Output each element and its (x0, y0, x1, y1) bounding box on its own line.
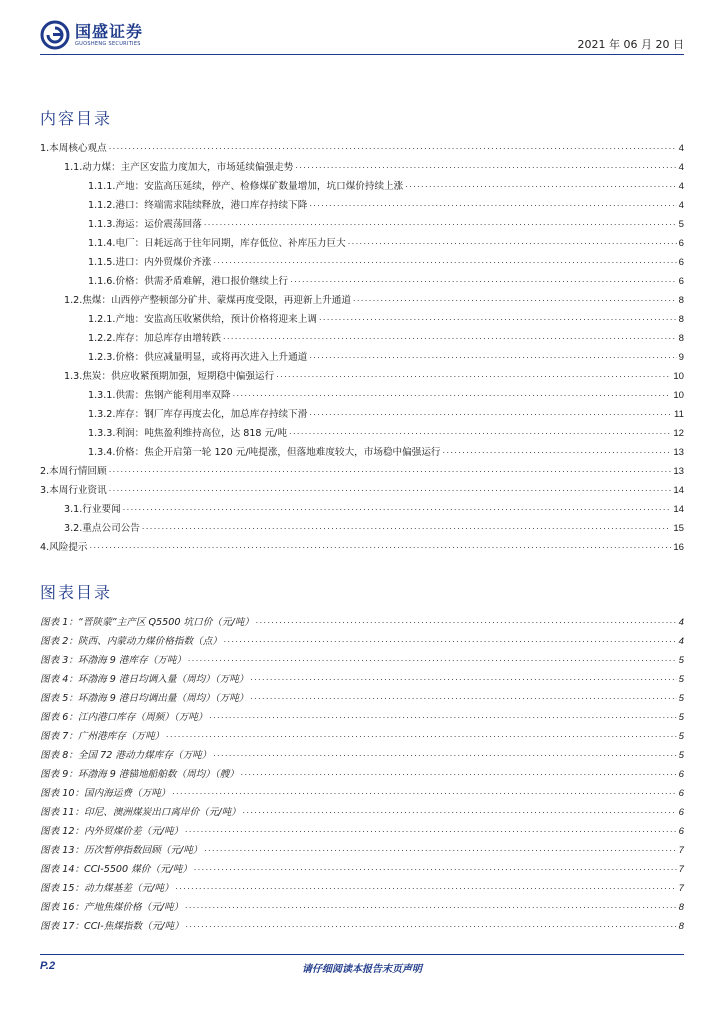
entry-label: 1.3.1.供需：焦钢产能利用率双降 (88, 390, 231, 401)
header-divider (40, 54, 684, 55)
logo-chinese-name: 国盛证券 (75, 21, 144, 41)
entry-page-number: 5 (678, 693, 684, 704)
entry-label: 图表 11：印尼、澳洲煤炭出口离岸价（元/吨） (40, 807, 241, 818)
dot-leader (213, 744, 676, 763)
dot-leader (194, 858, 677, 877)
dot-leader (204, 213, 677, 232)
entry-page-number: 4 (678, 200, 684, 211)
dot-leader (405, 175, 676, 194)
entry-page-number: 6 (678, 807, 684, 818)
entry-label: 图表 15：动力煤基差（元/吨） (40, 883, 174, 894)
dot-leader (188, 649, 677, 668)
entry-page-number: 8 (678, 295, 684, 306)
dot-leader (241, 763, 677, 782)
dot-leader (353, 289, 677, 308)
entry-label: 2.本周行情回顾 (40, 466, 107, 477)
entry-label: 图表 7：广州港库存（万吨） (40, 731, 165, 742)
page-number: P.2 (40, 960, 56, 972)
entry-label: 1.1.3.海运：运价震荡回落 (88, 219, 202, 230)
dot-leader (443, 441, 672, 460)
dot-leader (109, 479, 672, 498)
entry-page-number: 15 (673, 523, 684, 534)
dot-leader (256, 611, 677, 630)
contents-title: 内容目录 (40, 109, 113, 128)
report-date: 2021 年 06 月 20 日 (577, 38, 684, 51)
entry-page-number: 5 (678, 655, 684, 666)
dot-leader (250, 668, 676, 687)
entry-page-number: 10 (673, 371, 684, 382)
entry-label: 图表 13：历次暂停指数回顾（元/吨） (40, 845, 203, 856)
dot-leader (309, 346, 676, 365)
entry-label: 1.3.4.价格：焦企开启第一轮 120 元/吨提涨，但落地难度较大，市场稳中偏强运行 (88, 447, 441, 458)
entry-page-number: 8 (678, 921, 684, 932)
page-footer (40, 960, 684, 976)
dot-leader (142, 517, 671, 536)
dot-leader (276, 365, 671, 384)
entry-label: 1.本周核心观点 (40, 143, 107, 154)
company-logo (40, 20, 143, 50)
entry-page-number: 6 (678, 788, 684, 799)
entry-label: 图表 14：CCI-5500 煤价（元/吨） (40, 864, 192, 875)
entry-label: 图表 5：环渤海 9 港日均调出量（周均）（万吨） (40, 693, 249, 704)
entry-page-number: 10 (673, 390, 684, 401)
entry-page-number: 6 (678, 276, 684, 287)
dot-leader (213, 251, 676, 270)
entry-page-number: 8 (678, 902, 684, 913)
entry-label: 1.1.6.价格：供需矛盾难解，港口报价继续上行 (88, 276, 289, 287)
disclaimer: 请仔细阅读本报告末页声明 (302, 964, 422, 975)
footer-divider (40, 954, 684, 955)
dot-leader (172, 782, 676, 801)
figures-title: 图表目录 (40, 583, 113, 602)
entry-label: 1.1.动力煤：主产区安监力度加大，市场延续偏强走势 (64, 162, 294, 173)
entry-label: 3.2.重点公司公告 (64, 523, 140, 534)
contents-list (40, 139, 684, 557)
entry-page-number: 5 (678, 674, 684, 685)
guosheng-logo-icon (40, 20, 70, 50)
entry-label: 4.风险提示 (40, 542, 88, 553)
entry-label: 图表 2：陕西、内蒙动力煤价格指数（点） (40, 636, 222, 647)
dot-leader (185, 896, 676, 915)
entry-label: 1.2.2.库存：加总库存由增转跌 (88, 333, 221, 344)
entry-label: 1.2.3.价格：供应减量明显，或将再次进入上升通道 (88, 352, 308, 363)
entry-page-number: 11 (674, 409, 684, 420)
dot-leader (348, 232, 677, 251)
entry-page-number: 13 (673, 447, 684, 458)
entry-page-number: 14 (673, 504, 684, 515)
entry-page-number: 9 (678, 352, 684, 363)
dot-leader (90, 536, 672, 555)
entry-label: 1.1.4.电厂：日耗远高于往年同期，库存低位、补库压力巨大 (88, 238, 346, 249)
dot-leader (223, 327, 677, 346)
dot-leader (309, 194, 676, 213)
entry-label: 1.2.焦煤：山西停产整顿部分矿井、蒙煤再度受限，再迎新上升通道 (64, 295, 351, 306)
figures-list (40, 613, 684, 936)
entry-page-number: 7 (678, 883, 684, 894)
entry-label: 图表 17：CCI-焦煤指数（元/吨） (40, 921, 184, 932)
entry-label: 图表 1：“晋陕蒙”主产区 Q5500 坑口价（元/吨） (40, 617, 254, 628)
dot-leader (224, 630, 677, 649)
entry-label: 图表 3：环渤海 9 港库存（万吨） (40, 655, 187, 666)
entry-label: 图表 4：环渤海 9 港日均调入量（周均）（万吨） (40, 674, 249, 685)
entry-label: 1.3.3.利润：吨焦盈利维持高位，达 818 元/吨 (88, 428, 288, 439)
entry-label: 3.本周行业资讯 (40, 485, 107, 496)
entry-label: 图表 8：全国 72 港动力煤库存（万吨） (40, 750, 212, 761)
dot-leader (176, 877, 677, 896)
entry-page-number: 5 (678, 731, 684, 742)
entry-label: 1.3.2.库存：钢厂库存再度去化，加总库存持续下滑 (88, 409, 308, 420)
entry-page-number: 5 (678, 750, 684, 761)
entry-page-number: 5 (678, 219, 684, 230)
entry-page-number: 4 (678, 143, 684, 154)
dot-leader (289, 422, 671, 441)
dot-leader (109, 460, 672, 479)
entry-page-number: 16 (673, 542, 684, 553)
dot-leader (209, 706, 676, 725)
logo-english-name: GUOSHENG SECURITIES (75, 40, 141, 47)
figure-entry[interactable] (40, 917, 684, 936)
entry-label: 1.1.1.产地：安监高压延续，停产、检修煤矿数量增加，坑口煤价持续上涨 (88, 181, 404, 192)
entry-page-number: 12 (673, 428, 684, 439)
entry-page-number: 8 (678, 333, 684, 344)
entry-page-number: 4 (678, 162, 684, 173)
entry-page-number: 7 (678, 845, 684, 856)
entry-page-number: 6 (678, 257, 684, 268)
entry-page-number: 4 (678, 636, 684, 647)
dot-leader (319, 308, 677, 327)
entry-label: 1.3.焦炭：供应收紧预期加强，短期稳中偏强运行 (64, 371, 275, 382)
entry-page-number: 7 (678, 864, 684, 875)
dot-leader (250, 687, 676, 706)
dot-leader (204, 839, 676, 858)
dot-leader (233, 384, 672, 403)
entry-label: 图表 9：环渤海 9 港锚地船舶数（周均）（艘） (40, 769, 239, 780)
entry-page-number: 4 (678, 617, 684, 628)
entry-label: 图表 10：国内海运费（万吨） (40, 788, 171, 799)
dot-leader (186, 915, 677, 934)
entry-page-number: 5 (678, 712, 684, 723)
entry-label: 图表 12：内外贸煤价差（元/吨） (40, 826, 184, 837)
dot-leader (243, 801, 677, 820)
dot-leader (290, 270, 677, 289)
entry-label: 图表 6：江内港口库存（周频）（万吨） (40, 712, 208, 723)
entry-page-number: 6 (678, 238, 684, 249)
entry-page-number: 6 (678, 826, 684, 837)
toc-entry[interactable] (40, 538, 684, 557)
page-header (40, 18, 684, 54)
dot-leader (166, 725, 676, 744)
entry-page-number: 6 (678, 769, 684, 780)
entry-page-number: 13 (673, 466, 684, 477)
entry-page-number: 8 (678, 314, 684, 325)
entry-page-number: 14 (673, 485, 684, 496)
dot-leader (309, 403, 672, 422)
entry-label: 1.1.2.港口：终端需求陆续释放，港口库存持续下降 (88, 200, 308, 211)
entry-label: 1.2.1.产地：安监高压收紧供给，预计价格将迎来上调 (88, 314, 317, 325)
entry-label: 3.1.行业要闻 (64, 504, 121, 515)
entry-page-number: 4 (678, 181, 684, 192)
dot-leader (185, 820, 676, 839)
entry-label: 图表 16：产地焦煤价格（元/吨） (40, 902, 184, 913)
dot-leader (295, 156, 676, 175)
dot-leader (109, 137, 677, 156)
dot-leader (123, 498, 672, 517)
entry-label: 1.1.5.进口：内外贸煤价齐涨 (88, 257, 212, 268)
